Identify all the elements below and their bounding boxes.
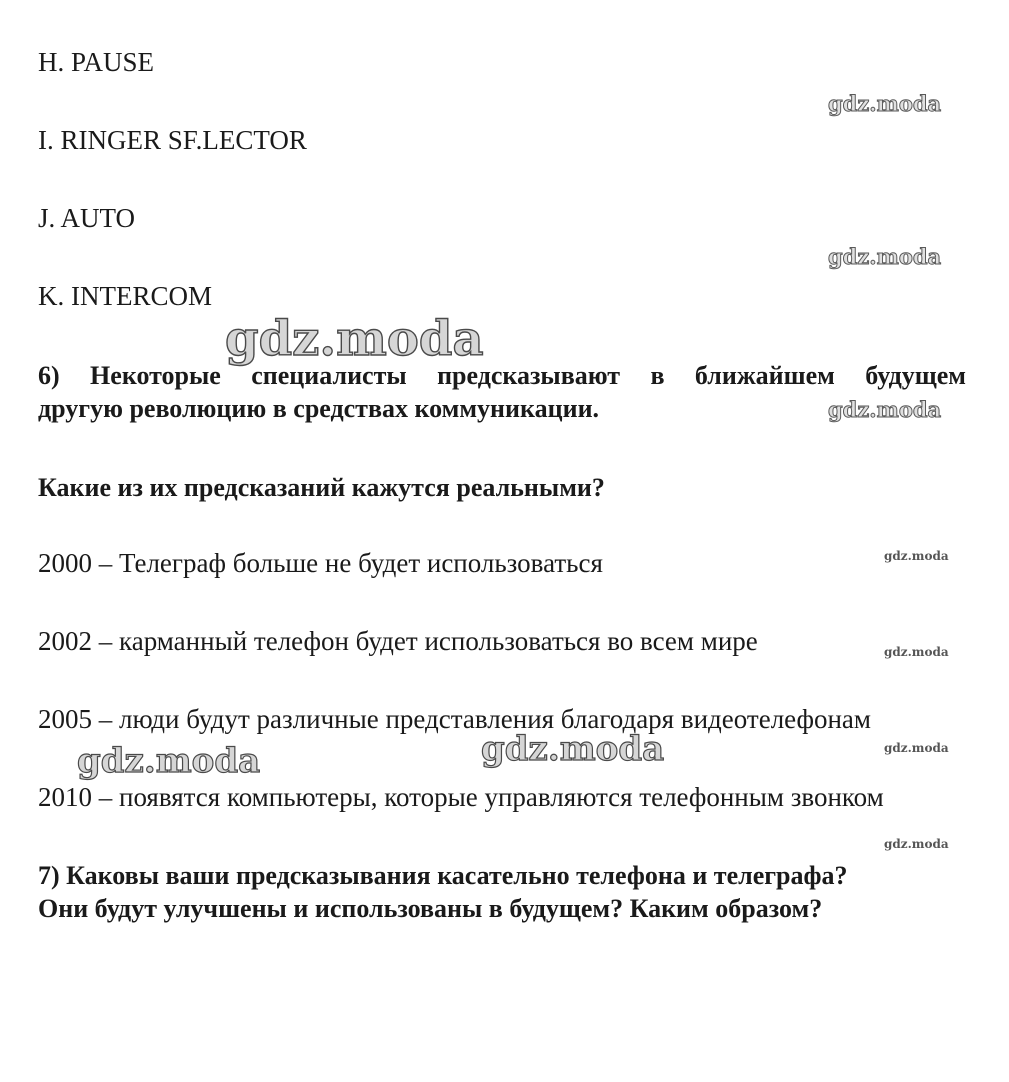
option-h-pause: H. PAUSE (38, 47, 155, 77)
watermark: gdz.moda (77, 741, 261, 781)
option-j-auto: J. AUTO (38, 203, 136, 233)
watermark: gdz.moda (884, 549, 949, 563)
question-6-subquestion: Какие из их предсказаний кажутся реальными? (38, 473, 605, 502)
prediction-2005: 2005 – люди будут различные представления благодаря видеотелефонам (38, 704, 871, 734)
prediction-2000: 2000 – Телеграф больше не будет использоваться (38, 548, 603, 578)
watermark: gdz.moda (884, 741, 949, 755)
watermark: gdz.moda (828, 91, 942, 116)
watermark: gdz.moda (828, 244, 942, 269)
prediction-2002: 2002 – карманный телефон будет использоваться во всем мире (38, 626, 758, 656)
question-7-line-1: 7) Каковы ваши предсказывания касательно телефона и телеграфа? (38, 861, 848, 890)
watermark: gdz.moda (884, 645, 949, 659)
watermark: gdz.moda (481, 729, 665, 769)
watermark: gdz.moda (828, 397, 942, 422)
prediction-2010: 2010 – появятся компьютеры, которые управляются телефонным звонком (38, 782, 884, 812)
question-6-line-1: 6) Некоторые специалисты предсказывают в ближайшем будущем (38, 361, 966, 390)
question-6-line-2: другую революцию в средствах коммуникации. (38, 394, 600, 423)
question-7-line-2: Они будут улучшены и использованы в будущем? Каким образом? (38, 894, 823, 923)
option-i-ringer-selector: I. RINGER SF.LECTOR (38, 125, 307, 155)
option-k-intercom: K. INTERCOM (38, 281, 212, 311)
watermark: gdz.moda (884, 837, 949, 851)
watermark: gdz.moda (225, 311, 484, 367)
